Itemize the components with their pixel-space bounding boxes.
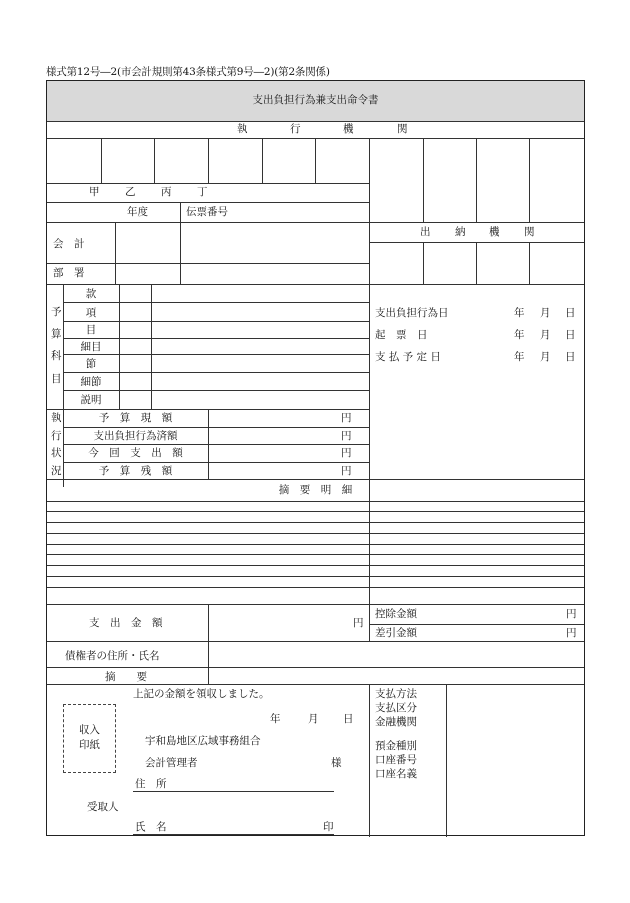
date-label-drafted: 起 票 日 — [375, 329, 428, 341]
exec-row-this-payment: 今 回 支 出 額 — [88, 447, 183, 459]
exec-agency-char-1: 執 — [237, 123, 248, 135]
budget-group-char-4: 目 — [51, 373, 62, 385]
date-month-2: 月 — [540, 329, 551, 341]
date-year-3: 年 — [514, 351, 525, 363]
seal-mark: 印 — [323, 821, 334, 833]
account-holder-label: 口座名義 — [375, 768, 417, 780]
expenditure-order-form — [46, 80, 585, 836]
fiscal-year-label: 年度 — [127, 206, 148, 218]
exec-unit-3: 円 — [341, 447, 352, 459]
address-underline — [133, 791, 334, 792]
date-day-3: 日 — [565, 351, 576, 363]
seal-label-tei: 丁 — [197, 186, 208, 198]
exec-unit-2: 円 — [341, 430, 352, 442]
name-label: 氏 名 — [135, 821, 167, 833]
date-day-2: 日 — [565, 329, 576, 341]
seal-label-otsu: 乙 — [125, 186, 136, 198]
net-amount-label: 差引金額 — [375, 627, 417, 639]
payment-category-label: 支払区分 — [375, 702, 417, 714]
revenue-stamp-label-1: 収入 — [79, 724, 100, 736]
budget-row-setsu: 節 — [85, 358, 97, 370]
revenue-stamp-label-2: 印紙 — [79, 739, 100, 751]
payment-method-label: 支払方法 — [375, 688, 417, 700]
budget-row-setsumei: 説明 — [80, 394, 102, 406]
exec-agency-char-3: 機 — [343, 123, 354, 135]
budget-row-kan: 款 — [85, 288, 97, 300]
disb-agency-char-1: 出 — [420, 226, 431, 238]
date-day-1: 日 — [565, 307, 576, 319]
budget-group-char-1: 予 — [51, 306, 62, 318]
exec-unit-4: 円 — [341, 465, 352, 477]
date-year-1: 年 — [514, 307, 525, 319]
recipient-label: 受取人 — [87, 801, 119, 813]
budget-row-kou: 項 — [85, 307, 97, 319]
voucher-number-label: 伝票番号 — [186, 206, 228, 218]
deduction-label: 控除金額 — [375, 608, 417, 620]
address-label: 住 所 — [135, 778, 167, 790]
form-title: 支出負担行為兼支出命令書 — [252, 94, 379, 106]
payment-amount-label: 支 出 金 額 — [89, 617, 163, 629]
date-year-2: 年 — [514, 329, 525, 341]
date-month-3: 月 — [540, 351, 551, 363]
receipt-year: 年 — [270, 713, 281, 725]
exec-status-char-2: 行 — [51, 430, 62, 442]
name-underline — [133, 834, 334, 835]
accounting-label: 会 計 — [53, 238, 85, 250]
receipt-day: 日 — [343, 713, 354, 725]
exec-row-remaining: 予 算 残 額 — [98, 465, 173, 477]
form-number-label: 様式第12号―2(市会計規則第43条様式第9号―2)(第2条関係) — [46, 66, 330, 78]
budget-row-saisetsu: 細節 — [80, 376, 102, 388]
net-amount-unit: 円 — [566, 627, 577, 639]
payment-amount-unit: 円 — [353, 617, 364, 629]
budget-row-saimoku: 細目 — [80, 341, 102, 353]
receipt-statement: 上記の金額を領収しました。 — [133, 688, 270, 700]
exec-agency-char-2: 行 — [290, 123, 301, 135]
organization-name: 宇和島地区広域事務組合 — [145, 735, 261, 747]
addressee: 会計管理者 — [145, 757, 198, 769]
exec-status-char-4: 況 — [51, 465, 62, 477]
exec-row-committed: 支出負担行為済額 — [93, 430, 178, 442]
creditor-label: 債権者の住所・氏名 — [65, 650, 160, 662]
receipt-month: 月 — [308, 713, 319, 725]
honorific: 様 — [331, 757, 342, 769]
budget-row-moku: 目 — [85, 324, 97, 336]
financial-institution-label: 金融機関 — [375, 716, 417, 728]
account-number-label: 口座番号 — [375, 754, 417, 766]
summary-details-label: 摘 要 明 細 — [278, 484, 353, 496]
seal-label-hei: 丙 — [161, 186, 172, 198]
disb-agency-char-3: 機 — [489, 226, 500, 238]
exec-unit-1: 円 — [341, 412, 352, 424]
disb-agency-char-2: 納 — [455, 226, 466, 238]
exec-row-budget-current: 予 算 現 額 — [98, 412, 173, 424]
date-label-commitment: 支出負担行為日 — [375, 307, 449, 319]
summary-label: 摘 要 — [105, 671, 147, 683]
department-label: 部 署 — [53, 267, 85, 279]
seal-label-kou: 甲 — [89, 186, 100, 198]
disb-agency-char-4: 関 — [524, 226, 535, 238]
exec-agency-char-4: 関 — [397, 123, 408, 135]
budget-group-char-3: 科 — [51, 350, 62, 362]
deposit-type-label: 預金種別 — [375, 740, 417, 752]
date-label-payment: 支 払 予 定 日 — [375, 351, 441, 363]
date-month-1: 月 — [540, 307, 551, 319]
exec-status-char-3: 状 — [51, 447, 62, 459]
deduction-unit: 円 — [566, 608, 577, 620]
budget-group-char-2: 算 — [51, 328, 62, 340]
exec-status-char-1: 執 — [51, 412, 62, 424]
